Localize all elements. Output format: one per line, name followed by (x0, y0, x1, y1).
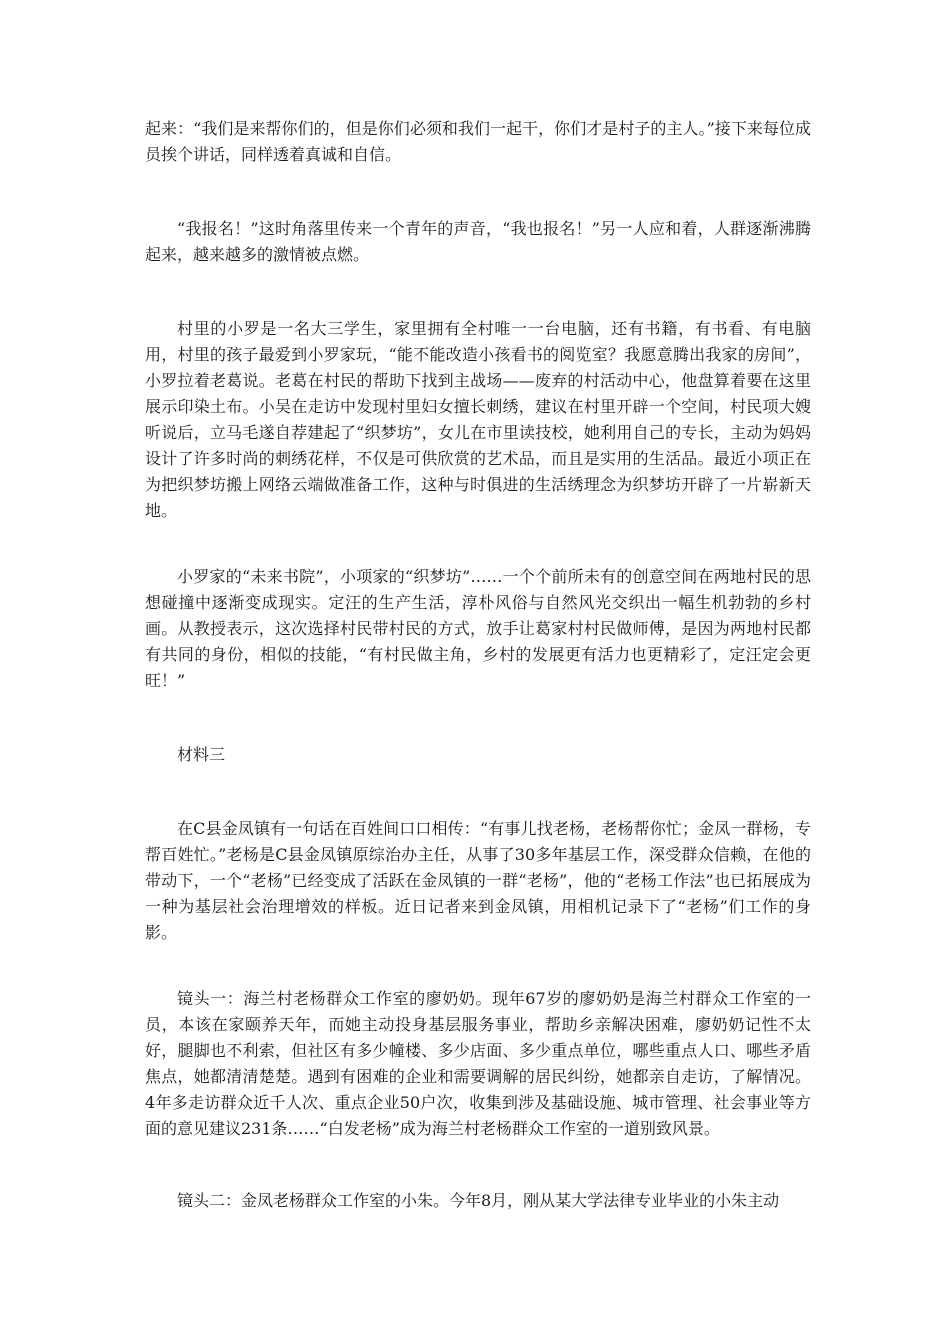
paragraph-2: “我报名！”这时角落里传来一个青年的声音，“我也报名！”另一人应和着，人群逐渐沸腾起来，越来越多的激情被点燃。 (145, 219, 811, 264)
paragraph-4: 小罗家的“未来书院”，小项家的“织梦坊”……一个个前所未有的创意空间在两地村民的思想碰撞中逐渐变成现实。定汪的生产生活，淳朴风俗与自然风光交织出一幅生机勃勃的乡村画。从教授表示，这次选择村民带村民的方式，放手让葛家村村民做师傅，是因为两地村民都有共同的身份，相似的技能，“有村民做主角，乡村的发展更有活力也更精彩了，定汪定会更旺！” (145, 567, 811, 690)
section-heading-material-three: 材料三 (177, 745, 226, 764)
paragraph-6: 镜头一：海兰村老杨群众工作室的廖奶奶。现年67岁的廖奶奶是海兰村群众工作室的一员，本该在家颐养天年，而她主动投身基层服务事业，帮助乡亲解决困难，廖奶奶记性不太好，腿脚也不利索，但社区有多少幢楼、多少店面、多少重点单位，哪些重点人口、哪些矛盾焦点，她都清清楚楚。遇到有困难的企业和需要调解的居民纠纷，她都亲自走访，了解情况。4年多走访群众近千人次、重点企业50户次，收集到涉及基础设施、城市管理、社会事业等方面的意见建议231条……“白发老杨”成为海兰村老杨群众工作室的一道别致风景。 (145, 989, 811, 1138)
paragraph-3: 村里的小罗是一名大三学生，家里拥有全村唯一一台电脑，还有书籍，有书看、有电脑用，村里的孩子最爱到小罗家玩，“能不能改造小孩看书的阅览室？我愿意腾出我家的房间”，小罗拉着老葛说。老葛在村民的帮助下找到主战场——废弃的村活动中心，他盘算着要在这里展示印染土布。小吴在走访中发现村里妇女擅长刺绣，建议在村里开辟一个空间，村民项大嫂听说后，立马毛遂自荐建起了“织梦坊”，女儿在市里读技校，她利用自己的专长，主动为妈妈设计了许多时尚的刺绣花样，不仅是可供欣赏的艺术品，而且是实用的生活品。最近小项正在为把织梦坊搬上网络云端做准备工作，这种与时俱进的生活绣理念为织梦坊开辟了一片崭新天地。 (145, 319, 811, 520)
paragraph-7: 镜头二：金凤老杨群众工作室的小朱。今年8月，刚从某大学法律专业毕业的小朱主动 (177, 1191, 780, 1210)
paragraph-5: 在C县金凤镇有一句话在百姓间口口相传：“有事儿找老杨，老杨帮你忙；金凤一群杨，专帮百姓忙。”老杨是C县金凤镇原综治办主任，从事了30多年基层工作，深受群众信赖，在他的带动下，一个“老杨”已经变成了活跃在金凤镇的一群“老杨”，他的“老杨工作法”也已拓展成为一种为基层社会治理增效的样板。近日记者来到金凤镇，用相机记录下了“老杨”们工作的身影。 (145, 819, 811, 942)
paragraph-1: 起来：“我们是来帮你们的，但是你们必须和我们一起干，你们才是村子的主人。”接下来每位成员挨个讲话，同样透着真诚和自信。 (145, 119, 811, 164)
